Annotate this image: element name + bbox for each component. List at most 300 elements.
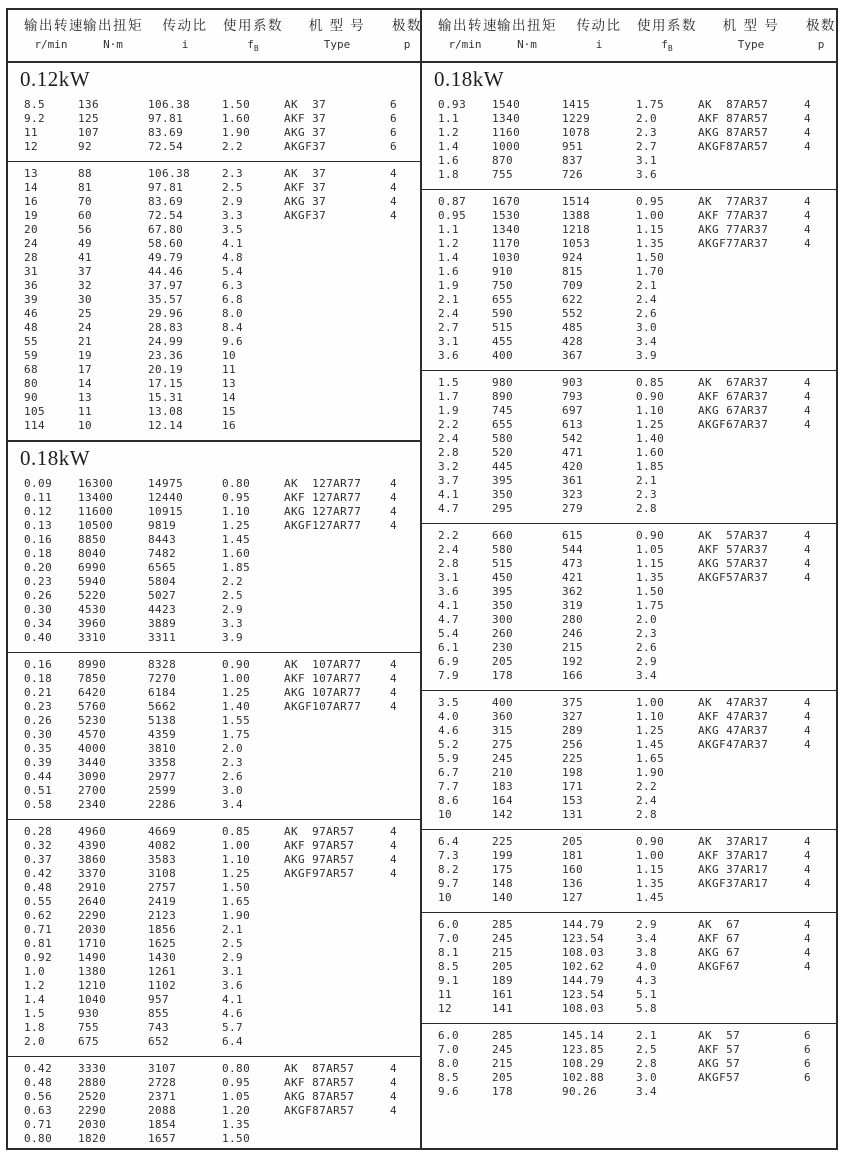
table-row — [422, 432, 836, 446]
cell-service-factor: 1.00 — [222, 839, 251, 853]
cell-speed: 0.62 — [24, 909, 53, 923]
cell-poles: 4 — [804, 223, 812, 237]
cell-poles — [390, 419, 424, 433]
cell-service-factor: 2.5 — [636, 1043, 658, 1057]
cell-speed: 7.9 — [438, 669, 460, 683]
cell-speed: 1.4 — [438, 140, 460, 154]
cell-ratio: 72.54 — [148, 140, 184, 154]
data-block — [8, 819, 420, 1056]
table-row — [422, 891, 836, 905]
cell-speed: 0.11 — [24, 491, 53, 505]
cell-type: AKGF127AR77 — [284, 519, 362, 533]
data-block — [422, 370, 836, 523]
cell-ratio: 145.14 — [562, 1029, 605, 1043]
header-service-factor-unit — [636, 37, 698, 57]
cell-speed: 0.30 — [24, 728, 53, 742]
cell-poles — [804, 349, 838, 363]
cell-type: AKGF107AR77 — [284, 700, 362, 714]
cell-type — [284, 237, 390, 251]
table-row — [8, 965, 420, 979]
cell-torque: 88 — [78, 167, 93, 181]
cell-torque: 70 — [78, 195, 93, 209]
cell-ratio: 362 — [562, 585, 584, 599]
cell-poles: 4 — [804, 390, 812, 404]
cell-ratio: 855 — [148, 1007, 170, 1021]
cell-type — [284, 1007, 390, 1021]
cell-service-factor: 8.4 — [222, 321, 244, 335]
cell-torque: 350 — [492, 599, 514, 613]
cell-service-factor: 1.85 — [636, 460, 665, 474]
cell-torque: 675 — [78, 1035, 100, 1049]
cell-torque: 285 — [492, 1029, 514, 1043]
cell-poles — [390, 265, 424, 279]
cell-poles — [390, 589, 424, 603]
cell-service-factor: 2.3 — [636, 126, 658, 140]
table-row — [8, 770, 420, 784]
cell-speed: 1.8 — [438, 168, 460, 182]
cell-type — [698, 265, 804, 279]
cell-service-factor: 2.8 — [636, 808, 658, 822]
table-row — [8, 631, 420, 645]
cell-service-factor: 1.10 — [222, 505, 251, 519]
cell-speed: 0.20 — [24, 561, 53, 575]
cell-service-factor: 3.4 — [222, 798, 244, 812]
cell-ratio: 58.60 — [148, 237, 184, 251]
cell-torque: 183 — [492, 780, 514, 794]
cell-torque: 3370 — [78, 867, 107, 881]
cell-service-factor: 0.85 — [636, 376, 665, 390]
cell-torque: 655 — [492, 418, 514, 432]
cell-service-factor: 1.60 — [222, 547, 251, 561]
table-row — [422, 849, 836, 863]
header-row-chinese — [422, 16, 836, 37]
cell-ratio: 225 — [562, 752, 584, 766]
cell-poles — [804, 154, 838, 168]
cell-ratio: 420 — [562, 460, 584, 474]
cell-torque: 21 — [78, 335, 93, 349]
cell-service-factor: 0.90 — [636, 390, 665, 404]
cell-torque: 3330 — [78, 1062, 107, 1076]
cell-poles — [804, 488, 838, 502]
cell-torque: 13 — [78, 391, 93, 405]
cell-torque: 5760 — [78, 700, 107, 714]
cell-torque: 6420 — [78, 686, 107, 700]
cell-poles — [390, 951, 424, 965]
cell-poles — [390, 1021, 424, 1035]
cell-ratio: 615 — [562, 529, 584, 543]
cell-service-factor: 1.60 — [636, 446, 665, 460]
cell-poles — [804, 293, 838, 307]
cell-poles — [804, 1002, 838, 1016]
cell-poles — [804, 655, 838, 669]
cell-poles: 4 — [804, 710, 812, 724]
table-row — [8, 909, 420, 923]
table-row — [422, 251, 836, 265]
cell-ratio: 5804 — [148, 575, 177, 589]
cell-poles: 4 — [804, 918, 812, 932]
cell-ratio: 793 — [562, 390, 584, 404]
cell-service-factor: 2.9 — [222, 195, 244, 209]
table-row — [8, 1062, 420, 1076]
cell-type — [698, 460, 804, 474]
cell-torque: 30 — [78, 293, 93, 307]
cell-poles — [804, 627, 838, 641]
unit-text: f — [247, 38, 254, 51]
cell-poles: 4 — [390, 209, 398, 223]
cell-torque: 4570 — [78, 728, 107, 742]
cell-service-factor: 3.0 — [222, 784, 244, 798]
cell-speed: 9.2 — [24, 112, 46, 126]
table-row — [8, 265, 420, 279]
table-row — [422, 1029, 836, 1043]
cell-type: AKGF37 — [284, 209, 327, 223]
cell-speed: 0.81 — [24, 937, 53, 951]
cell-speed: 5.2 — [438, 738, 460, 752]
cell-poles — [390, 937, 424, 951]
table-row — [8, 307, 420, 321]
cell-speed: 12 — [24, 140, 39, 154]
cell-torque: 2880 — [78, 1076, 107, 1090]
cell-speed: 28 — [24, 251, 39, 265]
cell-ratio: 72.54 — [148, 209, 184, 223]
cell-service-factor: 1.85 — [222, 561, 251, 575]
cell-ratio: 49.79 — [148, 251, 184, 265]
cell-speed: 1.4 — [24, 993, 46, 1007]
cell-torque: 755 — [492, 168, 514, 182]
cell-poles — [390, 923, 424, 937]
cell-service-factor: 1.50 — [222, 881, 251, 895]
cell-torque: 230 — [492, 641, 514, 655]
cell-poles — [804, 613, 838, 627]
cell-poles: 4 — [804, 932, 812, 946]
cell-torque: 870 — [492, 154, 514, 168]
cell-type — [284, 770, 390, 784]
cell-ratio: 2977 — [148, 770, 177, 784]
cell-speed: 6.0 — [438, 1029, 460, 1043]
cell-ratio: 280 — [562, 613, 584, 627]
cell-speed: 55 — [24, 335, 39, 349]
cell-ratio: 1415 — [562, 98, 591, 112]
cell-ratio: 2728 — [148, 1076, 177, 1090]
cell-type: AKG 37 — [284, 126, 327, 140]
cell-poles — [804, 474, 838, 488]
cell-speed: 3.5 — [438, 696, 460, 710]
cell-type — [698, 1002, 804, 1016]
table-row — [8, 167, 420, 181]
cell-torque: 178 — [492, 669, 514, 683]
cell-speed: 0.28 — [24, 825, 53, 839]
cell-torque: 1820 — [78, 1132, 107, 1146]
cell-service-factor: 16 — [222, 419, 237, 433]
cell-type — [284, 1035, 390, 1049]
header-type-unit — [698, 37, 804, 57]
table-row — [422, 946, 836, 960]
cell-speed: 9.1 — [438, 974, 460, 988]
cell-torque: 14 — [78, 377, 93, 391]
cell-torque: 4390 — [78, 839, 107, 853]
cell-torque: 1000 — [492, 140, 521, 154]
cell-ratio: 5138 — [148, 714, 177, 728]
cell-type: AK 77AR37 — [698, 195, 769, 209]
cell-torque: 2030 — [78, 923, 107, 937]
cell-torque: 2290 — [78, 909, 107, 923]
table-row — [422, 1043, 836, 1057]
cell-type: AKGF37 — [284, 140, 327, 154]
table-row — [8, 951, 420, 965]
cell-type: AK 57AR37 — [698, 529, 769, 543]
table-row — [422, 154, 836, 168]
cell-ratio: 622 — [562, 293, 584, 307]
cell-type: AKG 57 — [698, 1057, 741, 1071]
header-speed-label: 输出转速 — [438, 18, 498, 34]
table-row — [8, 140, 420, 154]
cell-type — [284, 798, 390, 812]
cell-speed: 8.5 — [438, 1071, 460, 1085]
cell-service-factor: 6.4 — [222, 1035, 244, 1049]
cell-ratio: 709 — [562, 279, 584, 293]
table-row — [8, 181, 420, 195]
cell-speed: 10 — [438, 891, 453, 905]
cell-service-factor: 1.35 — [636, 877, 665, 891]
cell-speed: 12 — [438, 1002, 453, 1016]
cell-torque: 3440 — [78, 756, 107, 770]
cell-torque: 285 — [492, 918, 514, 932]
cell-ratio: 215 — [562, 641, 584, 655]
cell-ratio: 44.46 — [148, 265, 184, 279]
cell-speed: 6.4 — [438, 835, 460, 849]
cell-service-factor: 6.8 — [222, 293, 244, 307]
cell-torque: 1210 — [78, 979, 107, 993]
cell-speed: 90 — [24, 391, 39, 405]
cell-speed: 11 — [438, 988, 453, 1002]
header-row-units — [8, 37, 420, 57]
cell-ratio: 108.29 — [562, 1057, 605, 1071]
cell-speed: 2.4 — [438, 432, 460, 446]
cell-speed: 0.09 — [24, 477, 53, 491]
cell-torque: 225 — [492, 835, 514, 849]
cell-poles: 4 — [390, 167, 398, 181]
cell-type — [284, 993, 390, 1007]
cell-poles: 4 — [390, 491, 398, 505]
cell-ratio: 951 — [562, 140, 584, 154]
cell-service-factor: 1.05 — [636, 543, 665, 557]
cell-torque: 189 — [492, 974, 514, 988]
cell-torque: 5220 — [78, 589, 107, 603]
cell-poles: 6 — [390, 98, 398, 112]
table-row — [8, 519, 420, 533]
table-row — [422, 974, 836, 988]
cell-poles: 4 — [390, 853, 398, 867]
cell-speed: 39 — [24, 293, 39, 307]
cell-ratio: 2088 — [148, 1104, 177, 1118]
cell-speed: 0.87 — [438, 195, 467, 209]
cell-service-factor: 3.5 — [222, 223, 244, 237]
cell-torque: 400 — [492, 349, 514, 363]
cell-ratio: 1053 — [562, 237, 591, 251]
cell-service-factor: 11 — [222, 363, 237, 377]
table-row — [422, 835, 836, 849]
header-row-chinese — [8, 16, 420, 37]
cell-service-factor: 2.1 — [636, 1029, 658, 1043]
cell-service-factor: 5.1 — [636, 988, 658, 1002]
cell-poles — [390, 349, 424, 363]
cell-poles: 4 — [804, 209, 812, 223]
cell-type: AKGF47AR37 — [698, 738, 769, 752]
cell-torque: 750 — [492, 279, 514, 293]
table-row — [8, 589, 420, 603]
cell-type — [698, 488, 804, 502]
cell-ratio: 35.57 — [148, 293, 184, 307]
cell-speed: 0.12 — [24, 505, 53, 519]
cell-speed: 0.42 — [24, 1062, 53, 1076]
cell-poles: 4 — [804, 195, 812, 209]
cell-ratio: 367 — [562, 349, 584, 363]
cell-ratio: 1856 — [148, 923, 177, 937]
cell-poles — [390, 561, 424, 575]
cell-torque: 140 — [492, 891, 514, 905]
unit-text: f — [661, 38, 668, 51]
cell-poles — [804, 251, 838, 265]
cell-torque: 17 — [78, 363, 93, 377]
cell-service-factor: 4.3 — [636, 974, 658, 988]
cell-poles — [390, 293, 424, 307]
cell-poles — [804, 265, 838, 279]
cell-poles — [390, 603, 424, 617]
cell-ratio: 108.03 — [562, 1002, 605, 1016]
cell-speed: 0.26 — [24, 589, 53, 603]
cell-poles — [390, 321, 424, 335]
cell-type — [698, 154, 804, 168]
cell-type — [698, 502, 804, 516]
cell-poles: 4 — [804, 863, 812, 877]
cell-speed: 5.9 — [438, 752, 460, 766]
cell-speed: 80 — [24, 377, 39, 391]
cell-torque: 2340 — [78, 798, 107, 812]
cell-ratio: 1218 — [562, 223, 591, 237]
cell-ratio: 2123 — [148, 909, 177, 923]
cell-service-factor: 2.5 — [222, 589, 244, 603]
table-row — [8, 979, 420, 993]
cell-service-factor: 0.80 — [222, 1062, 251, 1076]
cell-poles — [390, 307, 424, 321]
table-row — [422, 599, 836, 613]
data-block — [422, 829, 836, 912]
table-row — [8, 533, 420, 547]
cell-torque: 3090 — [78, 770, 107, 784]
cell-service-factor: 0.90 — [636, 529, 665, 543]
cell-speed: 1.4 — [438, 251, 460, 265]
cell-service-factor: 10 — [222, 349, 237, 363]
cell-speed: 1.0 — [24, 965, 46, 979]
cell-poles — [804, 780, 838, 794]
data-block — [422, 189, 836, 370]
table-row — [422, 223, 836, 237]
cell-poles — [390, 742, 424, 756]
cell-type: AKGF97AR57 — [284, 867, 355, 881]
cell-torque: 1030 — [492, 251, 521, 265]
cell-speed: 0.18 — [24, 547, 53, 561]
table-row — [422, 321, 836, 335]
cell-ratio: 1854 — [148, 1118, 177, 1132]
cell-poles — [804, 641, 838, 655]
cell-service-factor: 2.4 — [636, 293, 658, 307]
cell-torque: 360 — [492, 710, 514, 724]
cell-torque: 11 — [78, 405, 93, 419]
table-row — [8, 617, 420, 631]
cell-speed: 3.1 — [438, 335, 460, 349]
cell-torque: 260 — [492, 627, 514, 641]
cell-ratio: 127 — [562, 891, 584, 905]
cell-torque: 5230 — [78, 714, 107, 728]
cell-ratio: 652 — [148, 1035, 170, 1049]
cell-ratio: 1229 — [562, 112, 591, 126]
cell-torque: 590 — [492, 307, 514, 321]
data-block — [422, 1023, 836, 1106]
table-row — [8, 491, 420, 505]
cell-type — [698, 627, 804, 641]
header-row-units — [422, 37, 836, 57]
cell-torque: 164 — [492, 794, 514, 808]
cell-torque: 755 — [78, 1021, 100, 1035]
cell-ratio: 815 — [562, 265, 584, 279]
cell-service-factor: 2.4 — [636, 794, 658, 808]
cell-speed: 0.95 — [438, 209, 467, 223]
cell-poles — [804, 669, 838, 683]
cell-torque: 136 — [78, 98, 100, 112]
table-row — [8, 321, 420, 335]
cell-type — [698, 599, 804, 613]
power-section — [8, 63, 420, 440]
cell-poles — [390, 377, 424, 391]
cell-torque: 1340 — [492, 223, 521, 237]
cell-poles — [804, 1085, 838, 1099]
cell-ratio: 4669 — [148, 825, 177, 839]
table-row — [8, 1118, 420, 1132]
cell-ratio: 14975 — [148, 477, 184, 491]
cell-poles — [390, 391, 424, 405]
cell-type: AK 127AR77 — [284, 477, 362, 491]
table-row — [422, 863, 836, 877]
cell-service-factor: 2.0 — [222, 742, 244, 756]
cell-ratio: 375 — [562, 696, 584, 710]
cell-service-factor: 2.1 — [636, 474, 658, 488]
cell-speed: 6.9 — [438, 655, 460, 669]
cell-service-factor: 2.7 — [636, 140, 658, 154]
table-row — [8, 1090, 420, 1104]
table-row — [422, 766, 836, 780]
cell-poles — [804, 502, 838, 516]
cell-torque: 1540 — [492, 98, 521, 112]
cell-torque: 350 — [492, 488, 514, 502]
table-row — [8, 658, 420, 672]
cell-service-factor: 1.75 — [636, 98, 665, 112]
table-row — [8, 784, 420, 798]
cell-speed: 1.5 — [438, 376, 460, 390]
cell-poles: 4 — [804, 376, 812, 390]
cell-type — [284, 251, 390, 265]
cell-service-factor: 1.75 — [636, 599, 665, 613]
cell-ratio: 97.81 — [148, 112, 184, 126]
cell-speed: 0.93 — [438, 98, 467, 112]
cell-type: AKG 77AR37 — [698, 223, 769, 237]
cell-type: AKG 67AR37 — [698, 404, 769, 418]
table-row — [422, 1002, 836, 1016]
cell-poles — [804, 974, 838, 988]
table-row — [8, 575, 420, 589]
cell-service-factor: 1.00 — [222, 672, 251, 686]
table-row — [8, 923, 420, 937]
cell-type: AKGF87AR57 — [698, 140, 769, 154]
